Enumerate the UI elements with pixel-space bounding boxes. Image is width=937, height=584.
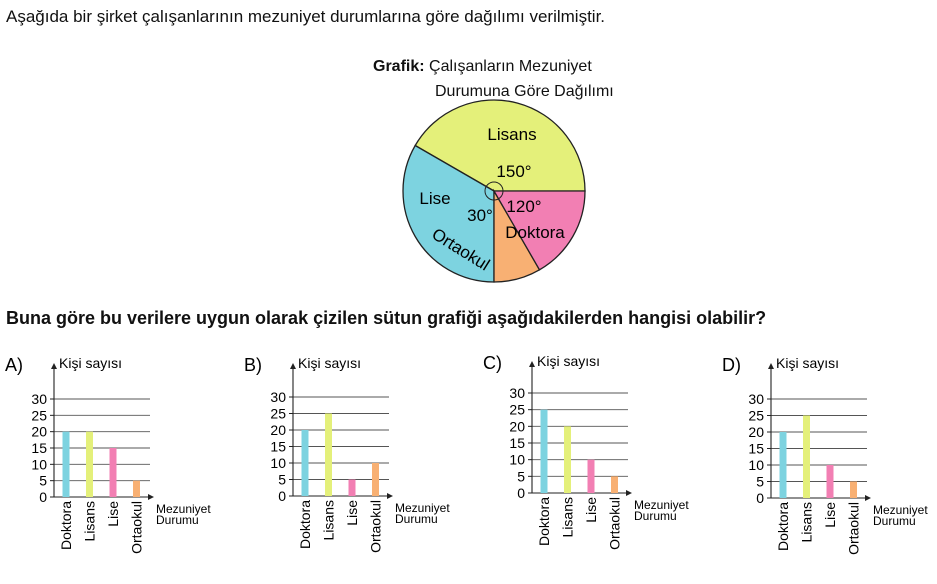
bar-doktora: [63, 432, 70, 497]
y-tick-label: 20: [31, 423, 47, 440]
y-tick-label: 5: [517, 468, 525, 485]
category-label-lise: Lise: [344, 500, 360, 526]
bar-chart-option-d: [722, 355, 928, 555]
y-axis-title: Kişi sayısı: [59, 355, 123, 371]
option-letter: C): [483, 353, 502, 373]
x-axis-title-line1: Mezuniyet: [873, 503, 928, 517]
category-label-ortaokul: Ortaokul: [367, 500, 384, 553]
category-label-lise: Lise: [822, 502, 838, 528]
y-tick-label: 10: [31, 456, 47, 473]
x-axis-arrow: [387, 493, 393, 499]
y-axis-title: Kişi sayısı: [537, 353, 601, 369]
pie-title-line1: Çalışanların Mezuniyet: [429, 58, 592, 75]
y-tick-label: 0: [517, 485, 525, 501]
intro-text: Aşağıda bir şirket çalışanlarının mezuniyet durumlarına göre dağılımı verilmiştir.: [6, 7, 606, 26]
x-axis-arrow: [626, 490, 632, 496]
pie-value-lisans: 150°: [496, 162, 532, 181]
x-axis-title-line2: Durumu: [395, 512, 438, 526]
bar-lise: [110, 448, 117, 497]
bar-ortaokul: [850, 482, 857, 499]
bar-doktora: [780, 432, 787, 498]
x-axis-title-line2: Durumu: [156, 513, 199, 527]
y-tick-label: 15: [31, 440, 47, 456]
bar-lise: [349, 480, 356, 497]
y-tick-label: 15: [270, 438, 286, 455]
y-tick-label: 30: [748, 391, 764, 407]
y-axis-arrow: [51, 363, 57, 369]
pie-label-doktora: Doktora: [505, 223, 565, 242]
option-letter: A): [5, 355, 23, 375]
pie-chart: [403, 100, 585, 282]
pie-title-bold: Grafik:: [373, 58, 425, 75]
y-tick-label: 10: [748, 457, 764, 473]
y-tick-label: 5: [39, 472, 47, 489]
x-axis-title-line2: Durumu: [634, 509, 677, 523]
category-label-doktora: Doktora: [536, 497, 552, 547]
y-axis-arrow: [529, 361, 535, 367]
y-axis-title: Kişi sayısı: [776, 355, 840, 371]
pie-label-lisans: Lisans: [487, 125, 537, 144]
bar-doktora: [541, 410, 548, 493]
pie-value-ortaokul: 30°: [467, 206, 493, 225]
y-tick-label: 5: [278, 471, 286, 488]
category-label-lise: Lise: [583, 497, 599, 523]
bar-chart-option-b: [244, 355, 450, 553]
option-letter: D): [722, 355, 741, 375]
bar-lisans: [564, 426, 571, 493]
bar-ortaokul: [372, 463, 379, 496]
category-label-ortaokul: Ortaokul: [606, 497, 623, 550]
y-tick-label: 15: [509, 435, 525, 451]
option-letter: B): [244, 355, 262, 375]
category-label-doktora: Doktora: [775, 502, 791, 552]
bar-lisans: [325, 414, 332, 497]
y-axis-arrow: [290, 363, 296, 369]
y-tick-label: 30: [509, 385, 525, 401]
bar-ortaokul: [611, 476, 618, 493]
bar-lise: [588, 460, 595, 493]
y-tick-label: 15: [748, 440, 764, 457]
x-axis-title-line1: Mezuniyet: [634, 498, 689, 512]
y-tick-label: 20: [509, 418, 525, 435]
bar-doktora: [302, 430, 309, 496]
bar-ortaokul: [133, 481, 140, 497]
y-axis-title: Kişi sayısı: [298, 355, 362, 371]
y-tick-label: 20: [270, 422, 286, 438]
bar-lisans: [803, 416, 810, 499]
y-tick-label: 25: [748, 407, 764, 424]
bar-lisans: [86, 432, 93, 497]
y-tick-label: 30: [31, 391, 47, 407]
x-axis-title-line1: Mezuniyet: [156, 502, 211, 516]
category-label-lisans: Lisans: [81, 501, 98, 542]
y-tick-label: 10: [270, 455, 286, 471]
category-label-ortaokul: Ortaokul: [845, 502, 862, 555]
category-label-doktora: Doktora: [297, 500, 313, 550]
category-label-lisans: Lisans: [798, 502, 815, 543]
category-label-ortaokul: Ortaokul: [128, 501, 145, 554]
y-tick-label: 0: [278, 488, 286, 504]
bar-chart-option-a: [5, 355, 211, 554]
pie-value-doktora: 120°: [506, 197, 542, 216]
y-tick-label: 0: [756, 490, 764, 506]
y-tick-label: 25: [509, 401, 525, 418]
category-label-lisans: Lisans: [320, 500, 337, 541]
y-tick-label: 10: [509, 451, 525, 468]
y-tick-label: 30: [270, 389, 286, 405]
x-axis-arrow: [148, 494, 154, 500]
pie-label-lise: Lise: [419, 189, 451, 208]
bar-chart-option-c: [483, 353, 689, 550]
y-tick-label: 25: [270, 405, 286, 422]
y-tick-label: 25: [31, 407, 47, 424]
y-tick-label: 5: [756, 473, 764, 490]
category-label-lise: Lise: [105, 501, 121, 527]
x-axis-arrow: [865, 495, 871, 501]
x-axis-title-line2: Durumu: [873, 514, 916, 528]
category-label-doktora: Doktora: [58, 501, 74, 551]
y-tick-label: 20: [748, 424, 764, 440]
pie-title-line2: Durumuna Göre Dağılımı: [435, 83, 614, 100]
bar-lise: [827, 465, 834, 498]
category-label-lisans: Lisans: [559, 497, 576, 538]
y-tick-label: 0: [39, 489, 47, 505]
question-text: Buna göre bu verilere uygun olarak çizilen sütun grafiği aşağıdakilerden hangisi olabilir?: [6, 308, 767, 328]
y-axis-arrow: [768, 363, 774, 369]
pie-label-ortaokul: Ortaokul: [428, 224, 494, 275]
x-axis-title-line1: Mezuniyet: [395, 501, 450, 515]
